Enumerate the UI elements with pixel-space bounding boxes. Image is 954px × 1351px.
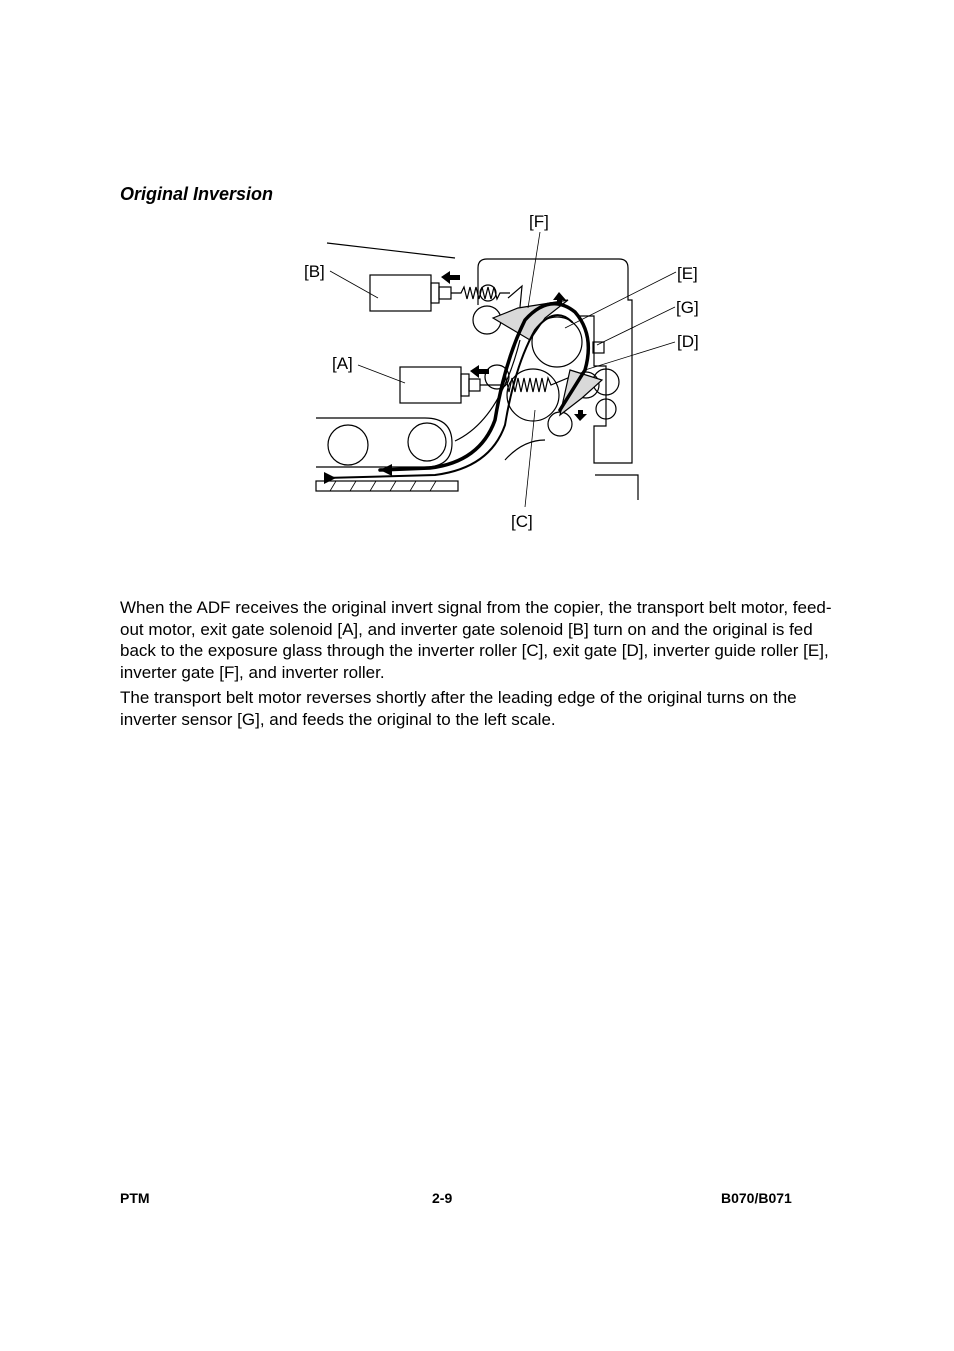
paragraph-2: The transport belt motor reverses shortly after the leading edge of the original turns on the inverter sensor [G], and feeds the original to the left scale. <box>120 688 797 729</box>
footer-model: B070/B071 <box>721 1190 792 1206</box>
solenoid-a-plunger <box>469 379 480 391</box>
gate-f-arm <box>508 286 522 307</box>
housing-lower <box>595 475 638 500</box>
solenoid-b-cap <box>431 283 439 303</box>
label-f: [F] <box>529 212 549 231</box>
paragraph-1: When the ADF receives the original invert signal from the copier, the transport belt motor, feed-out motor, exit gate solenoid [A], and inverter gate solenoid [B] turn on and the original is fed back to the exposure glass through the inverter roller [C], exit gate [D], inverter guide roller [E], inverter gate [F], and inverter roller. <box>120 598 832 682</box>
footer-page-number: 2-9 <box>432 1190 453 1206</box>
solenoid-a-body <box>400 367 461 403</box>
arrow-left-belt <box>380 464 392 476</box>
label-g: [G] <box>676 298 699 317</box>
inverter-gate-f <box>493 300 568 340</box>
paper-path-inner <box>325 315 572 478</box>
body-text <box>120 597 840 734</box>
label-d: [D] <box>677 332 699 351</box>
inversion-diagram <box>300 206 699 536</box>
arrow-solenoid-b <box>441 271 460 284</box>
solenoid-a-cap <box>461 374 469 396</box>
exposure-glass <box>316 481 458 491</box>
section-title: Original Inversion <box>120 184 274 204</box>
arrow-solenoid-a <box>470 365 489 378</box>
cover-line <box>327 243 455 258</box>
spring-a <box>480 375 575 392</box>
label-e: [E] <box>677 264 698 283</box>
belt-roller-left <box>328 425 368 465</box>
label-a: [A] <box>332 354 353 373</box>
solenoid-b-plunger <box>439 287 451 299</box>
arrow-right-glass <box>324 472 336 484</box>
solenoid-b-body <box>370 275 431 311</box>
label-c: [C] <box>511 512 533 531</box>
transport-belt <box>316 418 452 467</box>
inversion-diagram-svg <box>300 206 699 536</box>
arrow-down-gate <box>574 410 587 421</box>
label-b: [B] <box>304 262 325 281</box>
footer-left: PTM <box>120 1190 150 1206</box>
inverter-sensor-g <box>593 342 604 353</box>
belt-roller-right <box>408 423 446 461</box>
